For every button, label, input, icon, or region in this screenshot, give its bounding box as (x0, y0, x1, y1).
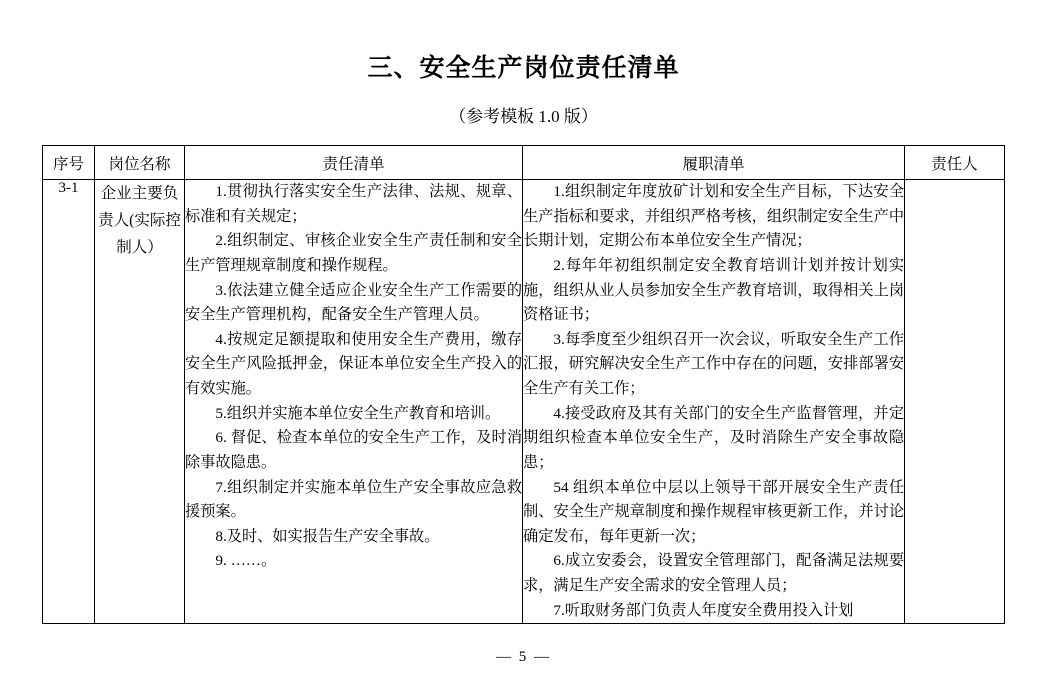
responsibility-table (42, 145, 1005, 624)
document-page (0, 48, 1047, 680)
page-number: — 5 — (496, 649, 551, 665)
page-title: 三、安全生产岗位责任清单 (367, 54, 680, 82)
duty-item: 3.依法建立健全适应企业安全生产工作需要的安全生产管理机构，配备安全生产管理人员。 (185, 281, 522, 324)
duty-item: 4.按规定足额提取和使用安全生产费用，缴存安全生产风险抵押金，保证本单位安全生产投入的有效实施。 (185, 330, 522, 397)
table-row (43, 180, 1005, 624)
cell-performance-list (523, 180, 905, 624)
duty-item: 5.组织并实施本单位安全生产教育和培训。 (215, 404, 501, 422)
performance-item: 1.组织制定年度放矿计划和安全生产目标，下达安全生产指标和要求，并组织严格考核，组织制定安全生产中长期计划，定期公布本单位安全生产情况； (523, 183, 904, 250)
performance-item: 54 组织本单位中层以上领导干部开展安全生产责任制、安全生产规章制度和操作规程审核更新工作，并讨论确定发布，每年更新一次； (523, 478, 904, 545)
page-subtitle: （参考模板 1.0 版） (449, 107, 598, 126)
cell-post: 企业主要负责人(实际控制人） (95, 180, 185, 624)
table-header-row (43, 146, 1005, 180)
cell-person (905, 180, 1005, 624)
performance-item: 3.每季度至少组织召开一次会议，听取安全生产工作汇报，研究解决安全生产工作中存在的问题，安排部署安全生产有关工作； (523, 330, 904, 397)
duty-item: 6. 督促、检查本单位的安全生产工作，及时消除事故隐患。 (185, 429, 522, 471)
cell-duty-list (185, 180, 523, 624)
header-performance: 履职清单 (523, 146, 905, 180)
duty-item: 2.组织制定、审核企业安全生产责任制和安全生产管理规章制度和操作规程。 (185, 232, 522, 274)
performance-item: 4.接受政府及其有关部门的安全生产监督管理，并定期组织检查本单位安全生产，及时消除生产安全事故隐患； (523, 404, 904, 471)
header-person: 责任人 (905, 146, 1005, 180)
duty-item: 1.贯彻执行落实安全生产法律、法规、规章、标准和有关规定； (185, 183, 522, 225)
header-seq: 序号 (43, 146, 95, 180)
cell-seq: 3-1 (43, 180, 95, 624)
performance-item: 2.每年年初组织制定安全教育培训计划并按计划实施，组织从业人员参加安全生产教育培训，取得相关上岗资格证书； (523, 256, 904, 324)
header-duty: 责任清单 (185, 146, 523, 180)
performance-item: 6.成立安委会，设置安全管理部门，配备满足法规要求，满足生产安全需求的安全管理人员； (523, 552, 904, 594)
duty-item: 8.及时、如实报告生产安全事故。 (215, 527, 440, 545)
performance-item: 7.听取财务部门负责人年度安全费用投入计划 (553, 601, 854, 619)
duty-item: 7.组织制定并实施本单位生产安全事故应急救援预案。 (185, 478, 522, 521)
header-post: 岗位名称 (95, 146, 185, 180)
duty-item: 9. ……。 (215, 552, 277, 570)
